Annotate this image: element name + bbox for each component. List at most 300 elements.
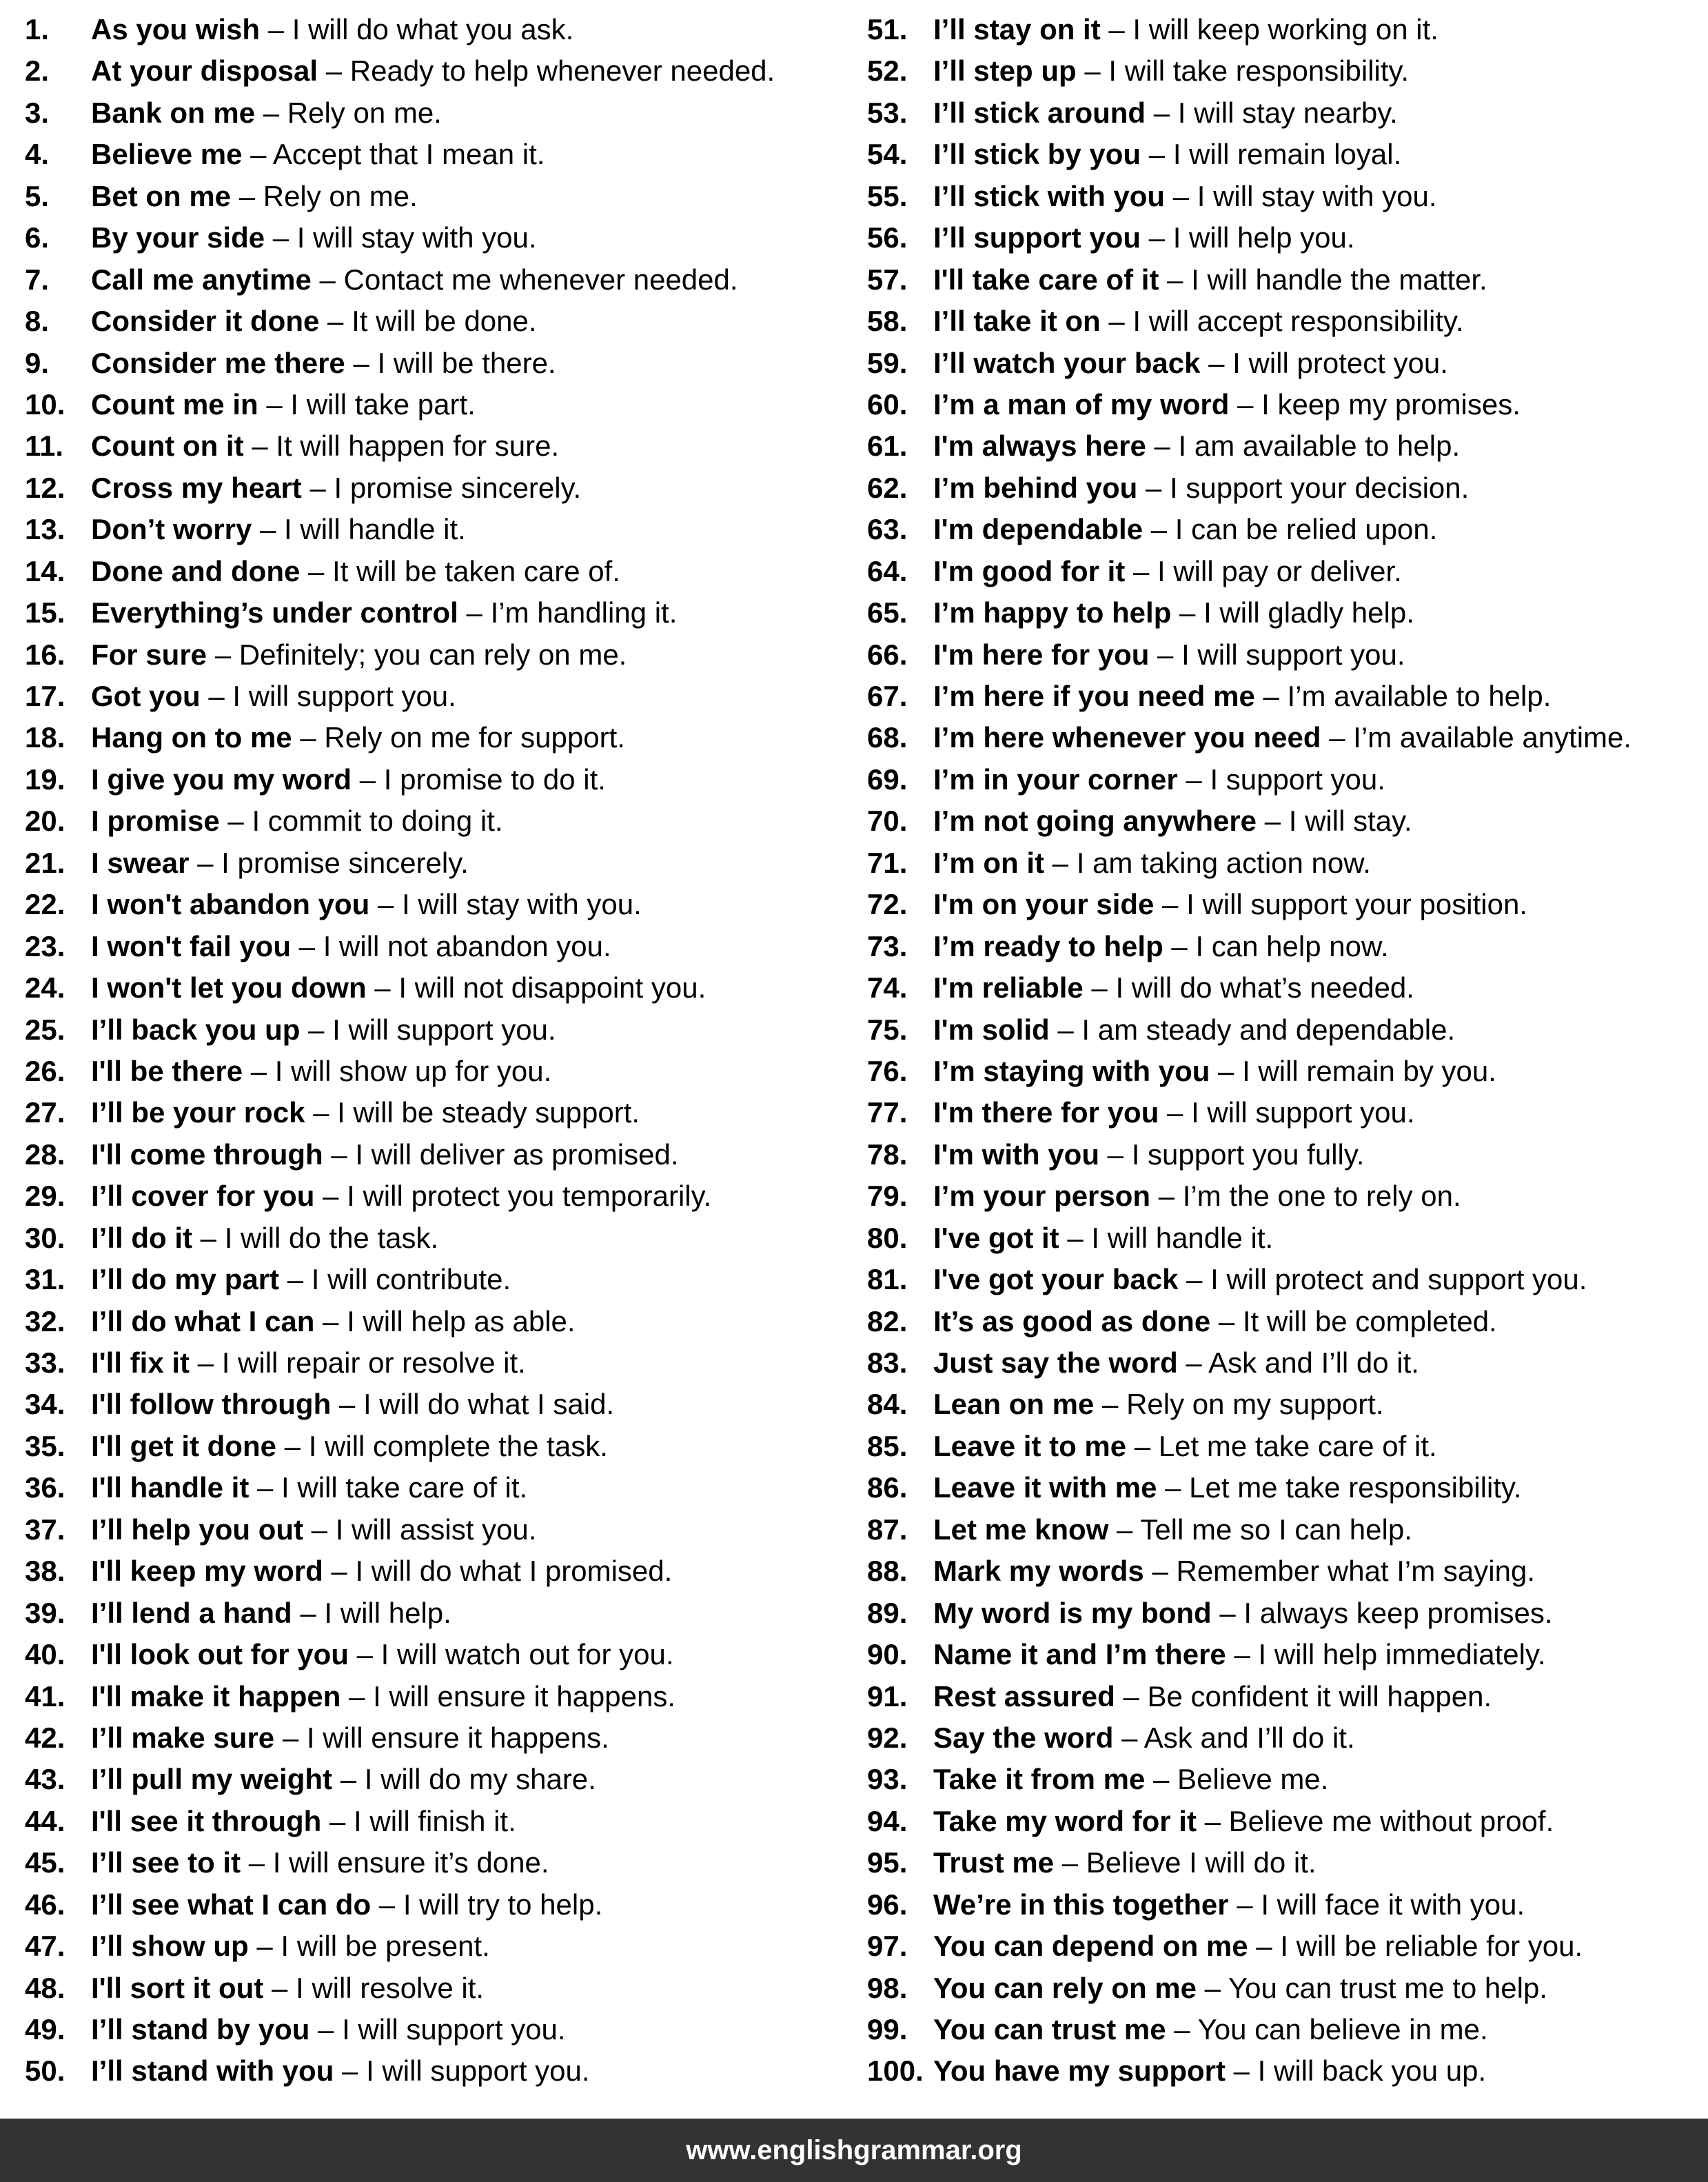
item-meaning: I keep my promises. — [1261, 387, 1521, 421]
item-number: 3. — [25, 96, 50, 129]
item-text — [91, 1801, 516, 1842]
list-item — [867, 926, 1708, 967]
list-item — [867, 1384, 1708, 1425]
item-phrase: By your side — [91, 221, 265, 254]
item-number: 76. — [867, 1054, 908, 1087]
item-number: 84. — [867, 1388, 908, 1421]
item-phrase: I’ll pull my weight — [91, 1763, 333, 1796]
item-number: 75. — [867, 1013, 908, 1046]
item-text — [933, 1342, 1419, 1384]
list-item — [867, 1051, 1708, 1092]
item-separator: – — [1100, 305, 1133, 338]
item-meaning: I will resolve it. — [296, 1971, 485, 2004]
item-text — [91, 384, 476, 425]
list-item — [25, 2009, 854, 2050]
list-item — [25, 9, 854, 50]
item-phrase: I’m not going anywhere — [933, 805, 1257, 838]
item-phrase: I’ll see what I can do — [91, 1888, 372, 1921]
item-number: 46. — [25, 1888, 65, 1921]
list-item — [25, 800, 854, 842]
item-text — [933, 1759, 1328, 1800]
item-separator: – — [309, 2013, 343, 2045]
item-meaning: Let me take responsibility. — [1189, 1471, 1522, 1504]
item-number: 35. — [25, 1429, 65, 1462]
item-phrase: I’m in your corner — [933, 762, 1178, 796]
item-number: 37. — [25, 1513, 65, 1546]
item-number: 87. — [867, 1513, 908, 1546]
item-separator: – — [1321, 721, 1354, 754]
item-meaning: Believe me without proof. — [1228, 1804, 1554, 1837]
item-text — [933, 800, 1412, 842]
item-separator: – — [311, 263, 344, 296]
item-text — [933, 1593, 1553, 1634]
item-number: 14. — [25, 554, 65, 587]
item-number: 68. — [867, 721, 908, 754]
item-meaning: I will do what’s needed. — [1115, 971, 1414, 1004]
item-meaning: I will not disappoint you. — [398, 971, 706, 1004]
item-phrase: Done and done — [91, 554, 301, 587]
list-item — [25, 1593, 854, 1634]
item-separator: – — [1228, 1888, 1261, 1921]
item-phrase: You have my support — [933, 2054, 1226, 2088]
item-phrase: I'll get it done — [91, 1429, 276, 1462]
list-item — [867, 1842, 1708, 1883]
item-separator: – — [1143, 513, 1175, 546]
item-separator: – — [1229, 387, 1262, 421]
item-phrase: I’ll stick around — [933, 96, 1146, 129]
item-text — [91, 1092, 640, 1133]
list-item — [25, 343, 854, 384]
list-item — [867, 634, 1708, 676]
item-separator: – — [1094, 1388, 1127, 1421]
item-number: 62. — [867, 471, 908, 504]
item-separator: – — [292, 721, 325, 754]
item-meaning: It will be taken care of. — [332, 554, 620, 587]
item-separator: – — [1197, 1971, 1228, 2004]
item-phrase: I'll make it happen — [91, 1679, 341, 1713]
list-item — [867, 759, 1708, 800]
list-item — [25, 1426, 854, 1467]
item-number: 7. — [25, 263, 50, 296]
item-phrase: I'm good for it — [933, 554, 1126, 587]
item-text — [91, 467, 581, 509]
item-separator: – — [1150, 1180, 1183, 1213]
item-phrase: It’s as good as done — [933, 1304, 1211, 1337]
item-text — [91, 1968, 484, 2009]
item-number: 19. — [25, 762, 65, 796]
item-meaning: I will support you. — [1191, 1096, 1415, 1129]
item-text — [933, 384, 1521, 425]
item-text — [91, 259, 738, 301]
item-meaning: I will take responsibility. — [1108, 54, 1410, 88]
item-number: 53. — [867, 96, 908, 129]
item-separator: – — [279, 1263, 312, 1296]
item-meaning: I will help as able. — [347, 1304, 576, 1337]
item-separator: – — [189, 846, 222, 879]
item-separator: – — [300, 554, 333, 587]
item-text — [933, 1509, 1412, 1550]
item-text — [91, 1218, 438, 1259]
item-meaning: I will face it with you. — [1261, 1888, 1525, 1921]
item-text — [933, 1092, 1415, 1133]
item-meaning: I will assist you. — [335, 1513, 537, 1546]
item-meaning: I will protect you temporarily. — [347, 1180, 712, 1213]
item-phrase: I'll take care of it — [933, 263, 1159, 296]
item-separator: – — [1146, 430, 1179, 463]
list-item — [25, 967, 854, 1009]
item-phrase: Let me know — [933, 1513, 1109, 1546]
item-text — [933, 1426, 1437, 1467]
item-meaning: I will support you. — [366, 2054, 590, 2088]
item-separator: – — [241, 1846, 273, 1879]
list-item — [867, 1926, 1708, 1967]
item-number: 42. — [25, 1721, 65, 1754]
item-number: 30. — [25, 1221, 65, 1254]
item-separator: – — [323, 1555, 356, 1588]
list-item — [867, 1801, 1708, 1842]
item-phrase: I’ll stand with you — [91, 2054, 334, 2088]
item-meaning: I will keep working on it. — [1132, 13, 1438, 46]
item-meaning: I will support you. — [232, 680, 456, 712]
item-number: 16. — [25, 638, 65, 671]
item-text — [933, 425, 1460, 467]
item-phrase: As you wish — [91, 13, 261, 46]
list-item — [867, 676, 1708, 717]
item-number: 28. — [25, 1138, 65, 1171]
item-separator: – — [1137, 471, 1170, 504]
item-text — [933, 1550, 1535, 1592]
item-phrase: I’ll stick by you — [933, 138, 1141, 171]
item-number: 85. — [867, 1429, 908, 1462]
list-item — [867, 343, 1708, 384]
item-meaning: I will do what I promised. — [355, 1555, 673, 1588]
item-separator: – — [1049, 1013, 1082, 1046]
item-number: 6. — [25, 221, 50, 254]
item-separator: – — [1113, 1721, 1144, 1754]
item-separator: – — [258, 387, 291, 421]
item-number: 96. — [867, 1888, 908, 1921]
item-phrase: For sure — [91, 638, 207, 671]
item-meaning: Ask and I’ll do it. — [1143, 1721, 1355, 1754]
list-item — [867, 884, 1708, 925]
item-meaning: I am steady and dependable. — [1081, 1013, 1456, 1046]
item-number: 21. — [25, 846, 65, 879]
item-meaning: Believe me. — [1177, 1763, 1329, 1796]
item-text — [91, 134, 545, 175]
item-number: 81. — [867, 1263, 908, 1296]
item-text — [91, 217, 537, 259]
item-text — [933, 1801, 1554, 1842]
item-meaning: Ask and I’ll do it. — [1208, 1346, 1419, 1379]
list-item — [867, 467, 1708, 509]
item-phrase: I’ll back you up — [91, 1013, 301, 1046]
item-separator: – — [1126, 1429, 1159, 1462]
item-separator: – — [345, 346, 378, 379]
item-phrase: I’m on it — [933, 846, 1044, 879]
item-separator: – — [305, 1096, 338, 1129]
list-item — [25, 1134, 854, 1175]
item-text — [91, 1634, 674, 1675]
item-number: 92. — [867, 1721, 908, 1754]
list-item — [867, 1968, 1708, 2009]
list-item — [25, 592, 854, 634]
list-item — [25, 634, 854, 676]
item-number: 61. — [867, 430, 908, 463]
item-meaning: I will pay or deliver. — [1157, 554, 1402, 587]
list-item — [25, 1259, 854, 1300]
item-phrase: I’ll take it on — [933, 305, 1101, 338]
item-text — [933, 717, 1631, 758]
item-text — [933, 9, 1438, 50]
item-phrase: I’ll do my part — [91, 1263, 280, 1296]
item-separator: – — [1099, 1138, 1132, 1171]
item-text — [933, 92, 1398, 134]
item-meaning: I will stay with you. — [296, 221, 537, 254]
list-item — [867, 1426, 1708, 1467]
list-item — [25, 176, 854, 217]
item-meaning: It will be done. — [352, 305, 537, 338]
list-item — [867, 592, 1708, 634]
list-item — [25, 467, 854, 509]
item-separator: – — [1044, 846, 1077, 879]
item-text — [91, 1301, 576, 1342]
list-item — [25, 1051, 854, 1092]
item-separator: – — [369, 888, 402, 921]
item-number: 32. — [25, 1304, 65, 1337]
list-item — [25, 1092, 854, 1133]
item-text — [933, 1968, 1547, 2009]
list-item — [867, 50, 1708, 92]
item-number: 78. — [867, 1138, 908, 1171]
item-meaning: I will help you. — [1172, 221, 1355, 254]
list-item — [25, 1009, 854, 1051]
item-separator: – — [458, 596, 491, 629]
item-meaning: I will ensure it happens. — [373, 1679, 676, 1713]
item-phrase: Rest assured — [933, 1679, 1115, 1713]
item-number: 59. — [867, 346, 908, 379]
item-separator: – — [301, 471, 334, 504]
item-separator: – — [1125, 554, 1157, 587]
item-phrase: I'll handle it — [91, 1471, 250, 1504]
item-meaning: Rely on my support. — [1126, 1388, 1384, 1421]
item-number: 10. — [25, 387, 65, 421]
list-item — [25, 1467, 854, 1508]
item-text — [933, 1384, 1384, 1425]
item-number: 43. — [25, 1763, 65, 1796]
list-item — [25, 384, 854, 425]
item-phrase: I'm solid — [933, 1013, 1050, 1046]
item-meaning: I will watch out for you. — [380, 1638, 674, 1671]
item-text — [933, 1676, 1492, 1717]
list-item — [25, 1926, 854, 1967]
item-phrase: I’ll do what I can — [91, 1304, 315, 1337]
item-text — [933, 1175, 1461, 1217]
list-item — [25, 842, 854, 884]
item-text — [91, 926, 611, 967]
item-number: 95. — [867, 1846, 908, 1879]
item-text — [91, 1009, 556, 1051]
item-separator: – — [1054, 1846, 1086, 1879]
list-item — [25, 1175, 854, 1217]
list-item — [867, 1550, 1708, 1592]
list-item — [867, 301, 1708, 342]
item-meaning: Believe I will do it. — [1086, 1846, 1316, 1879]
list-item — [867, 2050, 1708, 2092]
item-number: 89. — [867, 1596, 908, 1629]
item-phrase: Cross my heart — [91, 471, 302, 504]
item-phrase: I'm there for you — [933, 1096, 1159, 1129]
item-text — [933, 1634, 1546, 1675]
item-separator: – — [332, 1763, 365, 1796]
item-text — [91, 1926, 490, 1967]
list-item — [25, 1301, 854, 1342]
item-text — [91, 800, 503, 842]
item-separator: – — [323, 1138, 356, 1171]
item-phrase: I’m ready to help — [933, 929, 1163, 962]
item-text — [933, 592, 1414, 634]
item-text — [91, 9, 573, 50]
item-separator: – — [300, 1013, 333, 1046]
item-text — [933, 842, 1371, 884]
item-number: 48. — [25, 1971, 65, 2004]
item-meaning: I will help immediately. — [1258, 1638, 1546, 1671]
item-separator: – — [192, 1221, 225, 1254]
item-meaning: Let me take care of it. — [1158, 1429, 1437, 1462]
list-item — [867, 9, 1708, 50]
item-separator: – — [290, 929, 323, 962]
item-meaning: I will protect you. — [1232, 346, 1448, 379]
item-phrase: I'll sort it out — [91, 1971, 264, 2004]
list-item — [25, 676, 854, 717]
list-item — [867, 800, 1708, 842]
item-number: 69. — [867, 762, 908, 796]
item-separator: – — [260, 13, 292, 46]
item-separator: – — [265, 221, 297, 254]
item-meaning: Definitely; you can rely on me. — [238, 638, 627, 671]
item-number: 5. — [25, 179, 50, 212]
item-separator: – — [321, 1804, 354, 1837]
item-separator: – — [331, 1388, 363, 1421]
item-number: 67. — [867, 680, 908, 712]
item-separator: – — [314, 1304, 347, 1337]
item-text — [91, 676, 456, 717]
item-phrase: Say the word — [933, 1721, 1114, 1754]
item-text — [91, 1884, 602, 1926]
list-item — [25, 50, 854, 92]
item-number: 39. — [25, 1596, 65, 1629]
item-phrase: Consider me there — [91, 346, 345, 379]
item-separator: – — [1159, 263, 1192, 296]
item-separator: – — [219, 805, 252, 838]
item-meaning: I will protect and support you. — [1210, 1263, 1587, 1296]
item-separator: – — [1154, 888, 1187, 921]
item-text — [933, 134, 1401, 175]
item-text — [933, 551, 1402, 592]
item-text — [933, 1301, 1497, 1342]
list-item — [867, 2009, 1708, 2050]
item-text — [933, 1051, 1496, 1092]
item-text — [933, 1717, 1355, 1759]
item-phrase: I’ll do it — [91, 1221, 192, 1254]
item-separator: – — [371, 1888, 403, 1921]
item-phrase: I won't fail you — [91, 929, 291, 962]
item-phrase: I’ll help you out — [91, 1513, 303, 1546]
list-item — [867, 1759, 1708, 1800]
item-phrase: Don’t worry — [91, 513, 252, 546]
item-phrase: Count me in — [91, 387, 258, 421]
item-separator: – — [243, 1054, 275, 1087]
item-meaning: I will help. — [324, 1596, 451, 1629]
item-phrase: Hang on to me — [91, 721, 292, 754]
item-phrase: I'll fix it — [91, 1346, 190, 1379]
item-meaning: I will ensure it’s done. — [272, 1846, 549, 1879]
list-item — [25, 1676, 854, 1717]
item-text — [933, 634, 1405, 676]
item-number: 41. — [25, 1679, 65, 1713]
item-number: 73. — [867, 929, 908, 962]
item-number: 91. — [867, 1679, 908, 1713]
list-item — [867, 1509, 1708, 1550]
list-item — [25, 259, 854, 301]
item-separator: – — [190, 1346, 222, 1379]
item-number: 2. — [25, 54, 50, 88]
item-separator: – — [1196, 1804, 1229, 1837]
item-text — [91, 759, 606, 800]
footer-bar — [0, 2119, 1708, 2182]
list-item — [25, 134, 854, 175]
item-text — [91, 176, 418, 217]
item-meaning: You can believe in me. — [1197, 2013, 1488, 2045]
item-phrase: I won't let you down — [91, 971, 367, 1004]
item-meaning: Rely on me. — [263, 179, 418, 212]
item-separator: – — [1145, 1763, 1178, 1796]
item-number: 29. — [25, 1180, 65, 1213]
item-meaning: I will repair or resolve it. — [221, 1346, 526, 1379]
item-text — [91, 1051, 551, 1092]
item-separator: – — [1083, 971, 1116, 1004]
item-meaning: I will show up for you. — [274, 1054, 552, 1087]
item-phrase: I’m here if you need me — [933, 680, 1255, 712]
list-item — [25, 1801, 854, 1842]
item-text — [933, 884, 1527, 925]
item-phrase: I won't abandon you — [91, 888, 370, 921]
item-meaning: I will take part. — [290, 387, 476, 421]
item-text — [91, 509, 466, 550]
item-phrase: Name it and I’m there — [933, 1638, 1226, 1671]
item-number: 36. — [25, 1471, 65, 1504]
item-phrase: I’ll show up — [91, 1930, 249, 1963]
item-phrase: I'll look out for you — [91, 1638, 349, 1671]
item-number: 64. — [867, 554, 908, 587]
item-separator: – — [1163, 929, 1196, 962]
item-text — [91, 92, 442, 134]
item-meaning: Ready to help whenever needed. — [349, 54, 775, 88]
item-text — [933, 1884, 1525, 1926]
item-separator: – — [334, 2054, 367, 2088]
list-item — [867, 1301, 1708, 1342]
item-text — [91, 1842, 549, 1883]
item-phrase: I’ll support you — [933, 221, 1141, 254]
item-phrase: I'm with you — [933, 1138, 1099, 1171]
item-number: 12. — [25, 471, 65, 504]
item-phrase: I’ll watch your back — [933, 346, 1201, 379]
list-item — [867, 1717, 1708, 1759]
item-text — [91, 2050, 590, 2092]
item-number: 97. — [867, 1930, 908, 1963]
item-number: 49. — [25, 2013, 65, 2045]
item-separator: – — [340, 1679, 374, 1713]
item-separator: – — [207, 638, 239, 671]
